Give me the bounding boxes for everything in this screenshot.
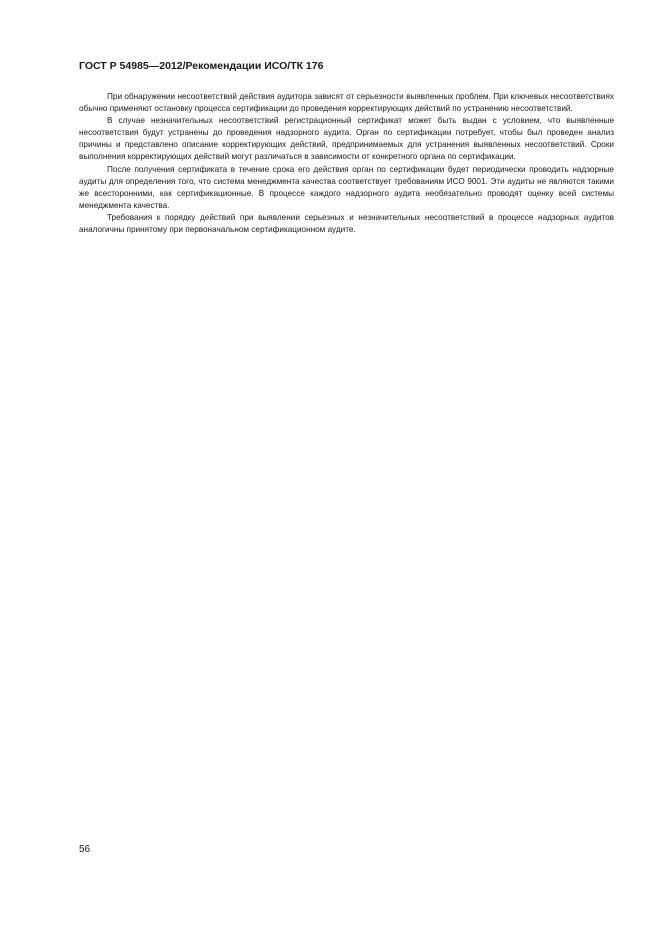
- paragraph: При обнаружении несоответствий действия аудитора зависят от серьезности выявленных проблем. При ключевых несоответствиях обычно применяют остановку процесса сертификации до проведения корректирующих действий по устранению несоответствий.: [79, 92, 614, 114]
- paragraph: После получения сертификата в течение срока его действия орган по сертификации будет периодически проводить надзорные аудиты для определения того, что система менеджмента качества соответствует требованиям ИСО 9001. Эти аудиты не являются такими же всесторонними, как сертификационные. В процессе каждого надзорного аудита необязательно проводят оценку всей системы менеджмента качества.: [79, 164, 614, 210]
- page-number: 56: [79, 844, 91, 855]
- paragraph: Требования к порядку действий при выявлении серьезных и незначительных несоответствий в процессе надзорных аудитов аналогичны принятому при первоначальном сертификационном аудите.: [79, 212, 614, 235]
- document-body: [79, 91, 614, 236]
- document-header: ГОСТ Р 54985—2012/Рекомендации ИСО/ТК 176: [79, 60, 324, 72]
- paragraph: В случае незначительных несоответствий регистрационный сертификат может быть выдан с условием, что выявленные несоответствия будут устранены до проведения надзорного аудита. Орган по сертификации потребует, чтобы был проведен анализ причины и представлено описание корректирующих действий, предпринимаемых для устранения выявленных несоответствий. Сроки выполнения корректирующих действий могут различаться в зависимости от конкретного органа по сертификации.: [79, 116, 614, 162]
